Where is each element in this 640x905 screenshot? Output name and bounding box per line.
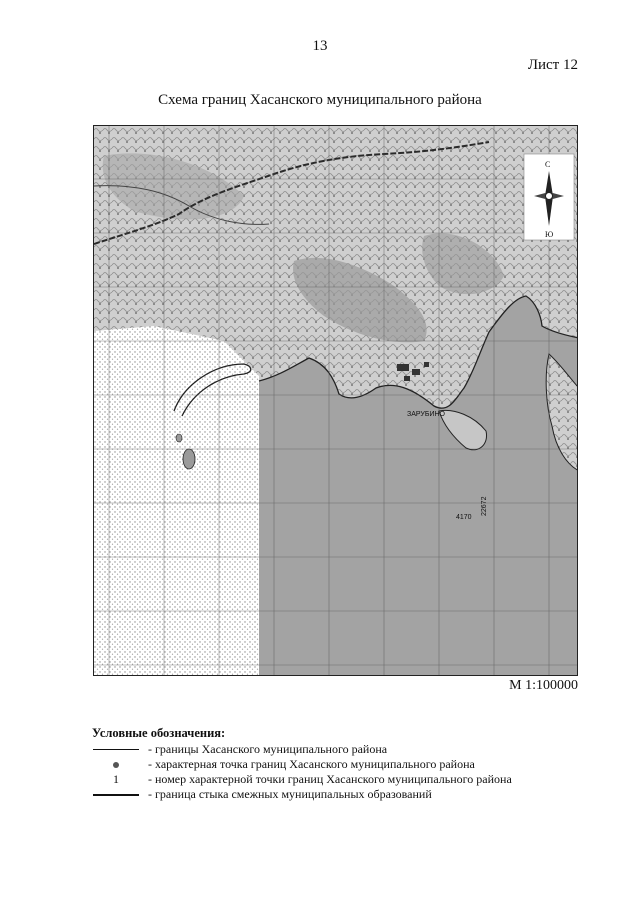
map-frame: [93, 125, 578, 676]
number-symbol: 1: [113, 772, 119, 786]
thick-line-symbol: [93, 794, 139, 796]
compass-north-label: С: [545, 160, 551, 169]
depth-label: 22672: [481, 496, 488, 516]
legend-item: [92, 772, 572, 787]
compass-south-label: Ю: [545, 230, 554, 239]
depth-label: 4170: [456, 514, 472, 521]
legend-item-text: - номер характерной точки границ Хасанского муниципального района: [148, 772, 512, 786]
scale-label: М 1:100000: [509, 678, 578, 693]
topographic-map: [94, 126, 578, 676]
lake: [183, 449, 195, 469]
thin-line-symbol: [93, 749, 139, 750]
legend-item: [92, 742, 572, 757]
legend-item: [92, 757, 572, 772]
legend-item-text: - граница стыка смежных муниципальных образований: [148, 787, 432, 801]
town-label: ЗАРУБИНО: [407, 411, 445, 418]
north-arrow: [524, 154, 574, 240]
legend-item: [92, 787, 572, 802]
legend: [92, 726, 572, 802]
legend-item-text: - характерная точка границ Хасанского муниципального района: [148, 757, 475, 771]
legend-title: Условные обозначения:: [92, 726, 226, 740]
lake: [176, 434, 182, 442]
dot-symbol: [113, 762, 119, 768]
legend-item-text: - границы Хасанского муниципального района: [148, 742, 388, 756]
sheet-label: Лист 12: [527, 57, 578, 73]
stippled-lowland: [94, 326, 259, 676]
map-title: Схема границ Хасанского муниципального района: [158, 92, 482, 108]
page-number: 13: [312, 38, 328, 54]
